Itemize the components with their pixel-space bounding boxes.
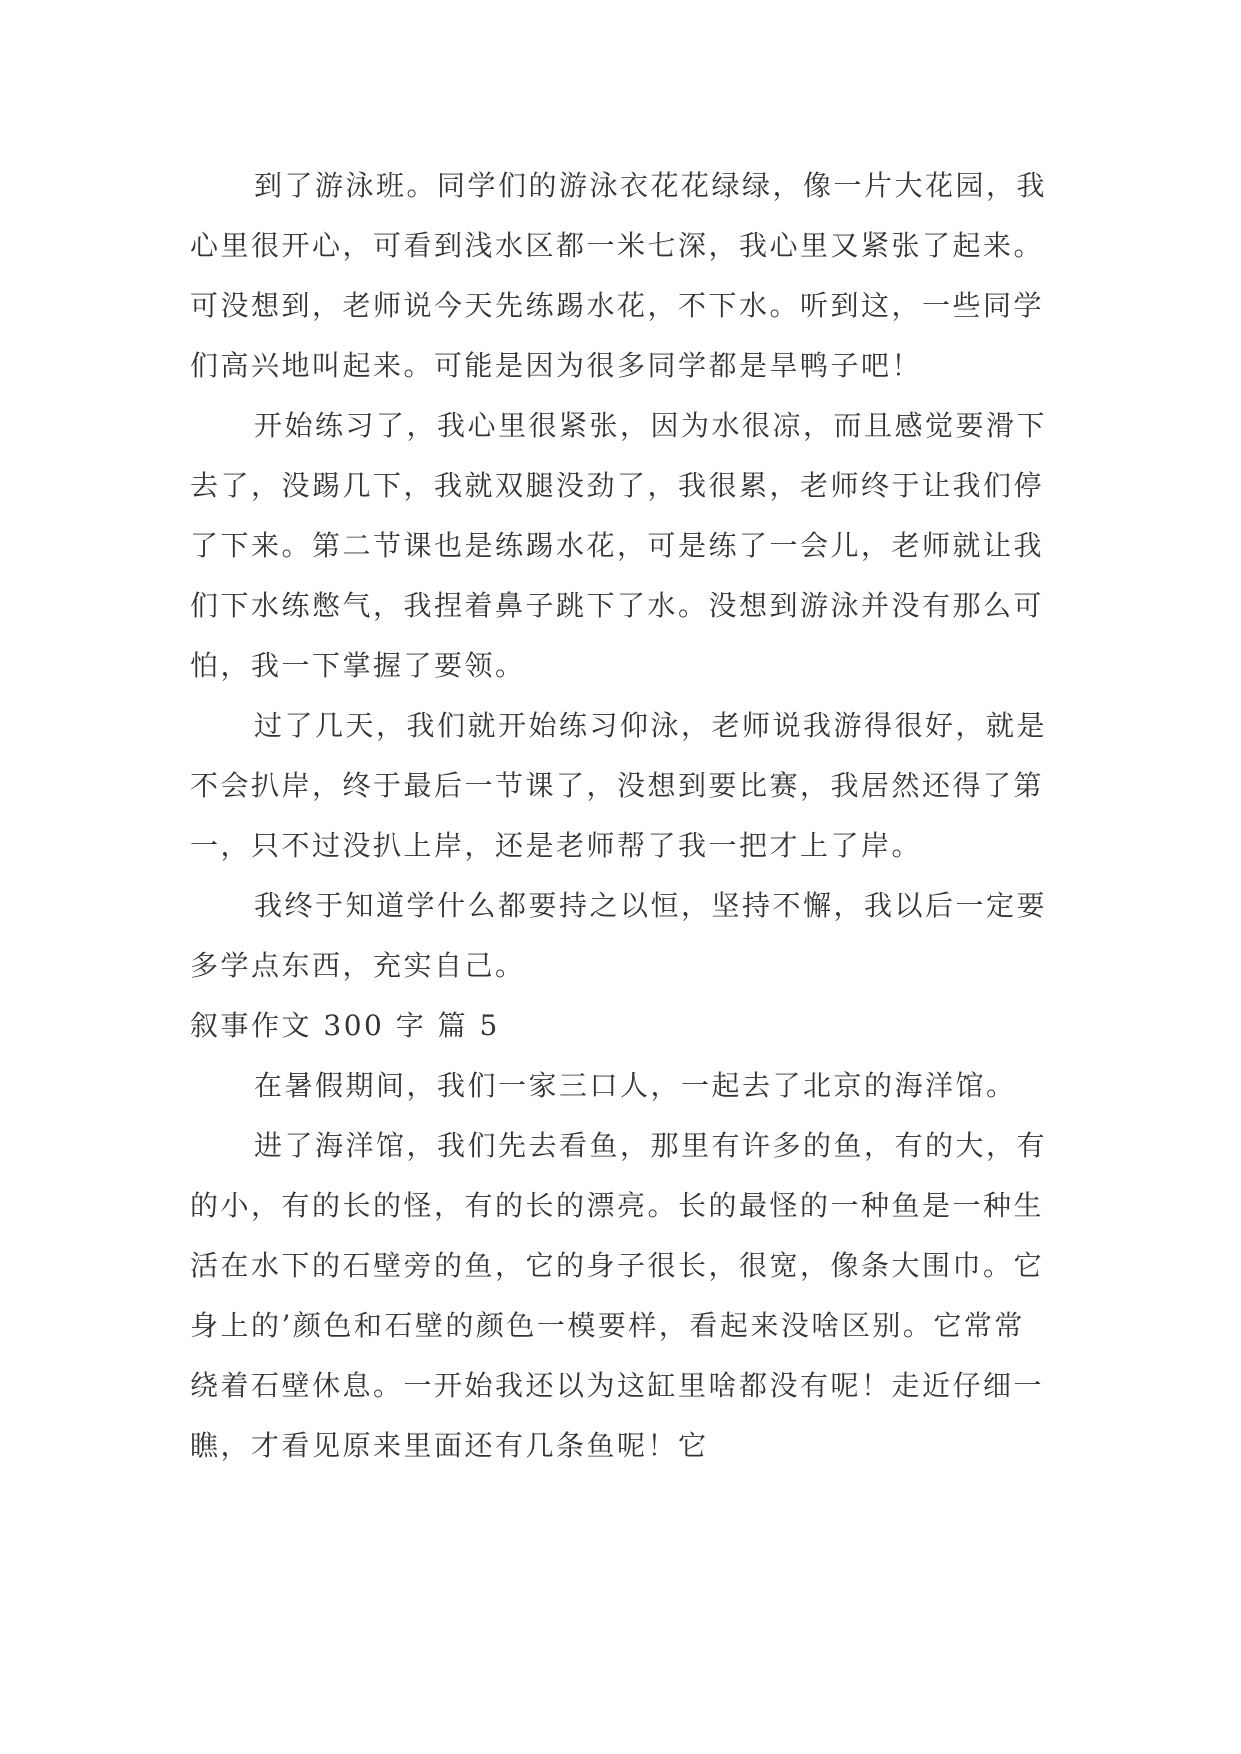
paragraph-3: 过了几天，我们就开始练习仰泳，老师说我游得很好，就是不会扒岸，终于最后一节课了，没想到要比赛，我居然还得了第一，只不过没扒上岸，还是老师帮了我一把才上了岸。 [190,709,1048,862]
paragraph-2: 开始练习了，我心里很紧张，因为水很凉，而且感觉要滑下去了，没踢几下，我就双腿没劲了，我很累，老师终于让我们停了下来。第二节课也是练踢水花，可是练了一会儿，老师就让我们下水练憋气，我捏着鼻子跳下了水。没想到游泳并没有那么可怕，我一下掌握了要领。 [190,409,1048,682]
document-body [190,156,1050,1476]
section-heading: 叙事作文 300 字 篇 5 [190,1009,500,1042]
paragraph-5: 在暑假期间，我们一家三口人，一起去了北京的海洋馆。 [254,1069,1017,1102]
paragraph-4: 我终于知道学什么都要持之以恒，坚持不懈，我以后一定要多学点东西，充实自己。 [190,889,1048,982]
paragraph-6: 进了海洋馆，我们先去看鱼，那里有许多的鱼，有的大，有的小，有的长的怪，有的长的漂亮。长的最怪的一种鱼是一种生活在水下的石壁旁的鱼，它的身子很长，很宽，像条大围巾。它身上的’颜色和石壁的颜色一模要样，看起来没啥区别。它常常绕着石壁休息。一开始我还以为这缸里啥都没有呢！走近仔细一瞧，才看见原来里面还有几条鱼呢！它 [190,1129,1048,1462]
paragraph-1: 到了游泳班。同学们的游泳衣花花绿绿，像一片大花园，我心里很开心，可看到浅水区都一米七深，我心里又紧张了起来。可没想到，老师说今天先练踢水花，不下水。听到这，一些同学们高兴地叫起来。可能是因为很多同学都是旱鸭子吧！ [190,169,1048,382]
